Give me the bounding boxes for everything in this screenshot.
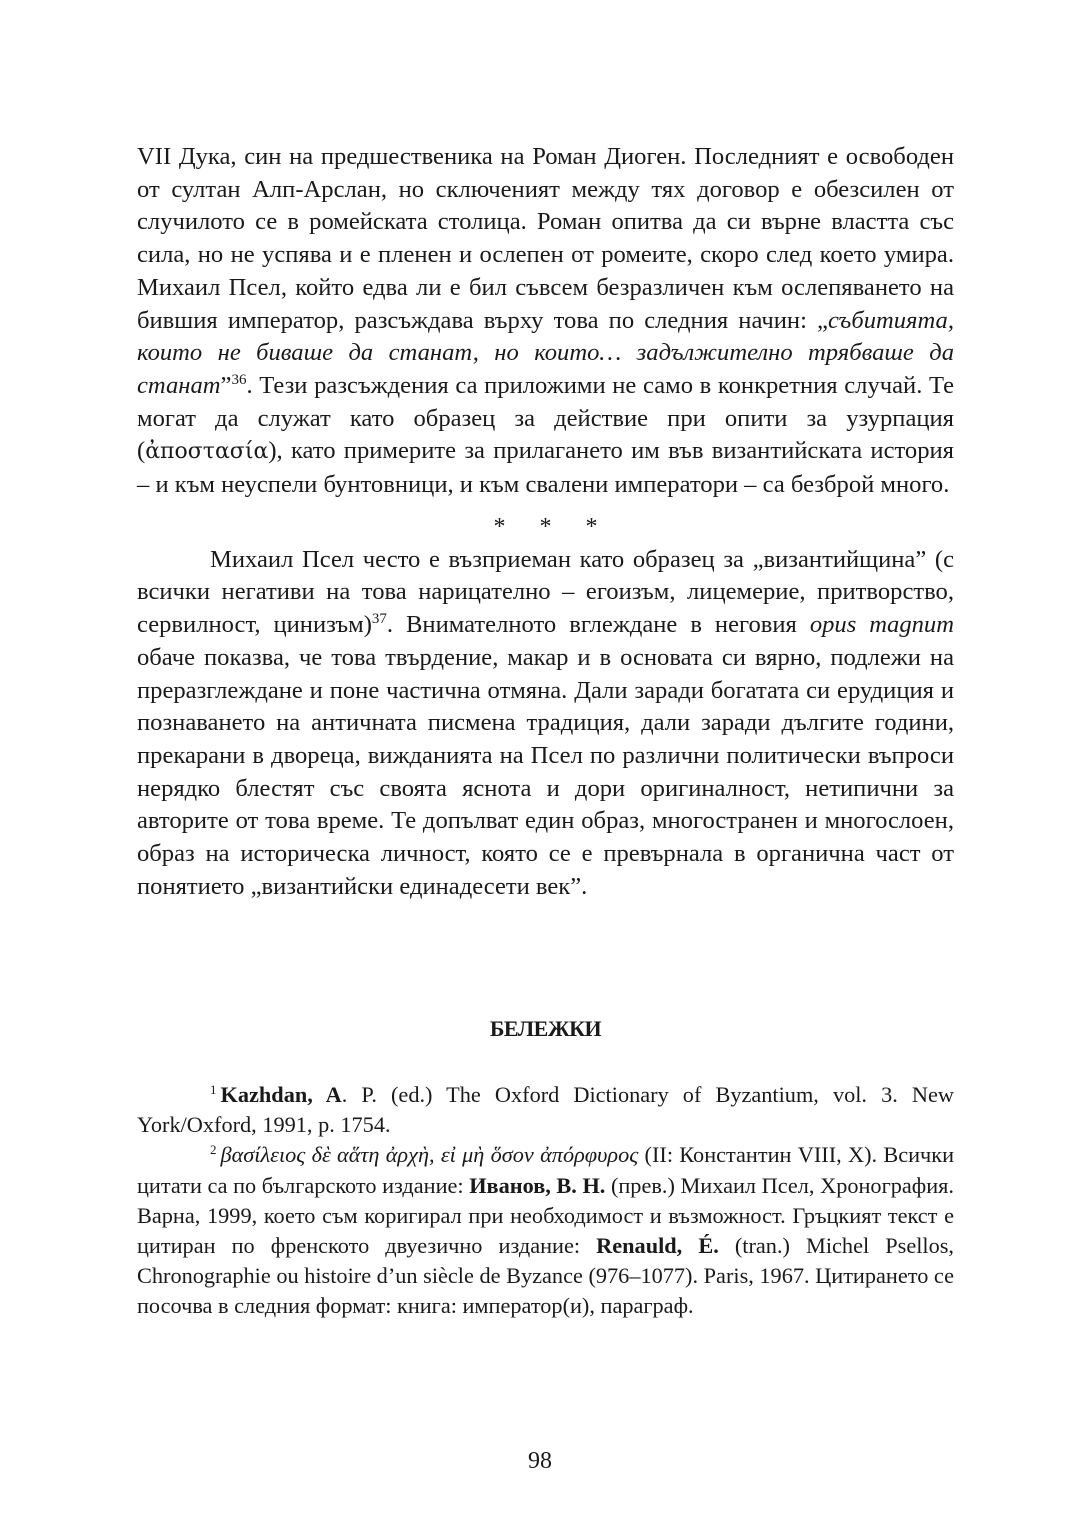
text-run: ” xyxy=(220,371,232,399)
notes-heading: БЕЛЕЖКИ xyxy=(489,1016,602,1041)
text-run: Михаил Псел често е възприеман като образец за „византийщина” (с всички негативи на това нарицателно – егоизъм, лицемерие, притворство, сервилност, цинизъм) xyxy=(137,545,954,639)
text-run: VII Дука, син на предшественика на Роман Диоген. Последният е освободен от султан Алп-Арслан, но сключеният между тях договор е обезсилен от случилото се в ромейската столица. Роман опитва да си върне властта със сила, но не успява и е пленен и ослепен от ромеите, скоро след което умира. Михаил Псел, който едва ли е бил съвсем безразличен към ослепяването на бившия император, разсъждава върху това по следния начин: „ xyxy=(137,143,954,334)
text-run: . P. (ed.) The Oxford Dictionary of Byzantium, vol. 3. New York/Oxford, 1991, p. 1754. xyxy=(137,1082,954,1138)
note-2 xyxy=(137,1140,954,1321)
opus-magnum-term: opus magnum xyxy=(809,611,954,639)
text-run: . Тези разсъждения са приложими не само в конкретния случай. Те могат да служат като образец за действие при опити за узурпация ( xyxy=(137,371,954,465)
text-run: (tran.) Michel Psellos, Chronographie ou histoire d’un siècle de Byzance (976–1077). Paris, 1967. Цитирането се посочва в следния формат: книга: император(и), параграф. xyxy=(137,1233,955,1319)
note-author: Kazhdan, A xyxy=(220,1082,342,1107)
note-number: 1 xyxy=(210,1081,217,1097)
footnote-ref-37[interactable]: 37 xyxy=(371,610,387,627)
text-run: (II: Константин VIII, X). Всички цитати са по българското издание: xyxy=(137,1142,955,1198)
paragraph-1 xyxy=(137,141,954,502)
text-run: (прев.) Михаил Псел, Хронография. Варна, 1999, което съм коригирал при необходимост и възможност. Гръцкият текст е цитиран по френското двуезично издание: xyxy=(137,1172,954,1259)
note-author: Renauld, É. xyxy=(596,1233,719,1259)
notes-list xyxy=(137,1080,954,1322)
paragraph-2 xyxy=(137,544,954,904)
note-number: 2 xyxy=(210,1141,217,1157)
text-run: ), като примерите за прилагането им във византийската история – и към неуспели бунтовници, и към свалени императори – са безброй много. xyxy=(137,437,954,499)
footnote-ref-36[interactable]: 36 xyxy=(231,371,247,388)
greek-term: ἀποστασία xyxy=(145,439,269,465)
note-1 xyxy=(137,1080,954,1140)
main-text xyxy=(137,141,954,903)
greek-quote: βασίλειος δὲ αἅτη ἀρχὴ, εἰ μὴ ὅσον ἀπόρφυρος xyxy=(220,1142,639,1168)
section-separator: * * * xyxy=(493,513,612,540)
note-author: Иванов, В. Н. xyxy=(469,1172,606,1198)
text-run: обаче показва, че това твърдение, макар и в основата си вярно, подлежи на преразглеждане и поне частична отмяна. Дали заради богатата си ерудиция и познаването на античната писмена традиция, дали заради дългите години, прекарани в двореца, вижданията на Псел по различни политически въпроси нерядко блестят със своята яснота и дори оригиналност, нетипични за авторите от това време. Те допълват един образ, многостранен и многослоен, образ на историческа личност, която се е превърнала в органична част от понятието „византийски единадесети век”. xyxy=(137,643,954,900)
text-run: . Внимателното вглеждане в неговия xyxy=(386,611,810,639)
page-number: 98 xyxy=(528,1448,552,1474)
psellos-quote: събитията, които не биваше да станат, но които… задължително трябваше да станат xyxy=(137,306,954,399)
